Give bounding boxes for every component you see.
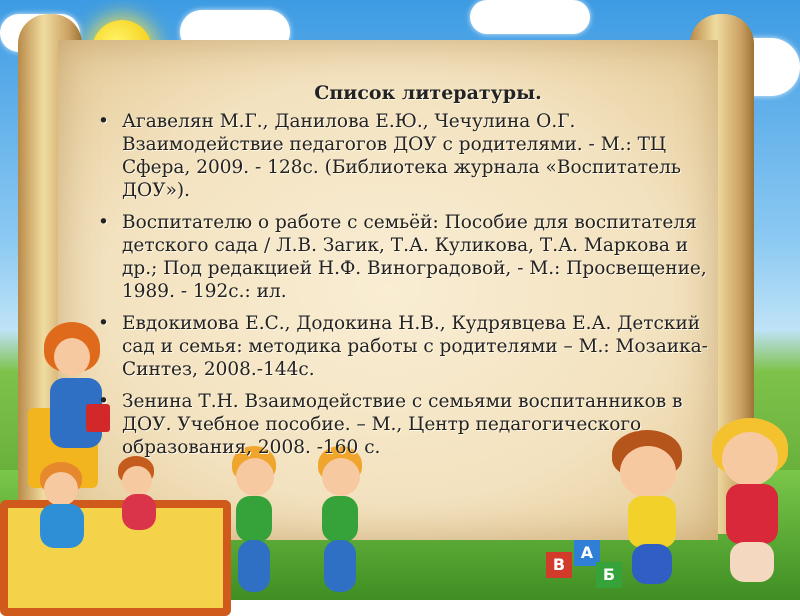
sandbox-illustration: [0, 500, 231, 616]
reference-text: Агавелян М.Г., Данилова Е.Ю., Чечулина О.Г. Взаимодействие педагогов ДОУ с родителями. - М.: ТЦ Сфера, 2009. - 128с. (Библиотека журнала «Воспитатель ДОУ»).: [122, 111, 681, 201]
bullet-icon: •: [98, 313, 109, 334]
reference-item: [98, 390, 718, 459]
bullet-icon: •: [98, 212, 109, 233]
toy-block: А: [574, 540, 600, 566]
toy-block: В: [546, 552, 572, 578]
reference-item: [98, 312, 718, 381]
slide-title: Список литературы.: [314, 82, 542, 104]
bullet-icon: •: [98, 111, 109, 132]
reference-list: [98, 110, 718, 459]
reference-text: Воспитателю о работе с семьёй: Пособие для воспитателя детского сада / Л.В. Загик, Т.А. Куликова, Т.А. Маркова и др.; Под редакцией Н.Ф. Виноградовой, - М.: Просвещение, 1989. - 192с.: ил.: [122, 212, 707, 302]
cloud: [470, 0, 590, 34]
reference-item: [98, 110, 718, 202]
reference-text: Евдокимова Е.С., Додокина Н.В., Кудрявцева Е.А. Детский сад и семья: методика работы с родителями – М.: Мозаика-Синтез, 2008.-144с.: [122, 313, 708, 380]
reference-list-panel: [98, 82, 718, 468]
bullet-icon: •: [98, 391, 109, 412]
reference-text: Зенина Т.Н. Взаимодействие с семьями воспитанников в ДОУ. Учебное пособие. – М., Центр педагогического образования, 2008. -160 с.: [122, 391, 683, 458]
toy-block: Б: [596, 562, 622, 588]
reference-item: [98, 211, 718, 303]
